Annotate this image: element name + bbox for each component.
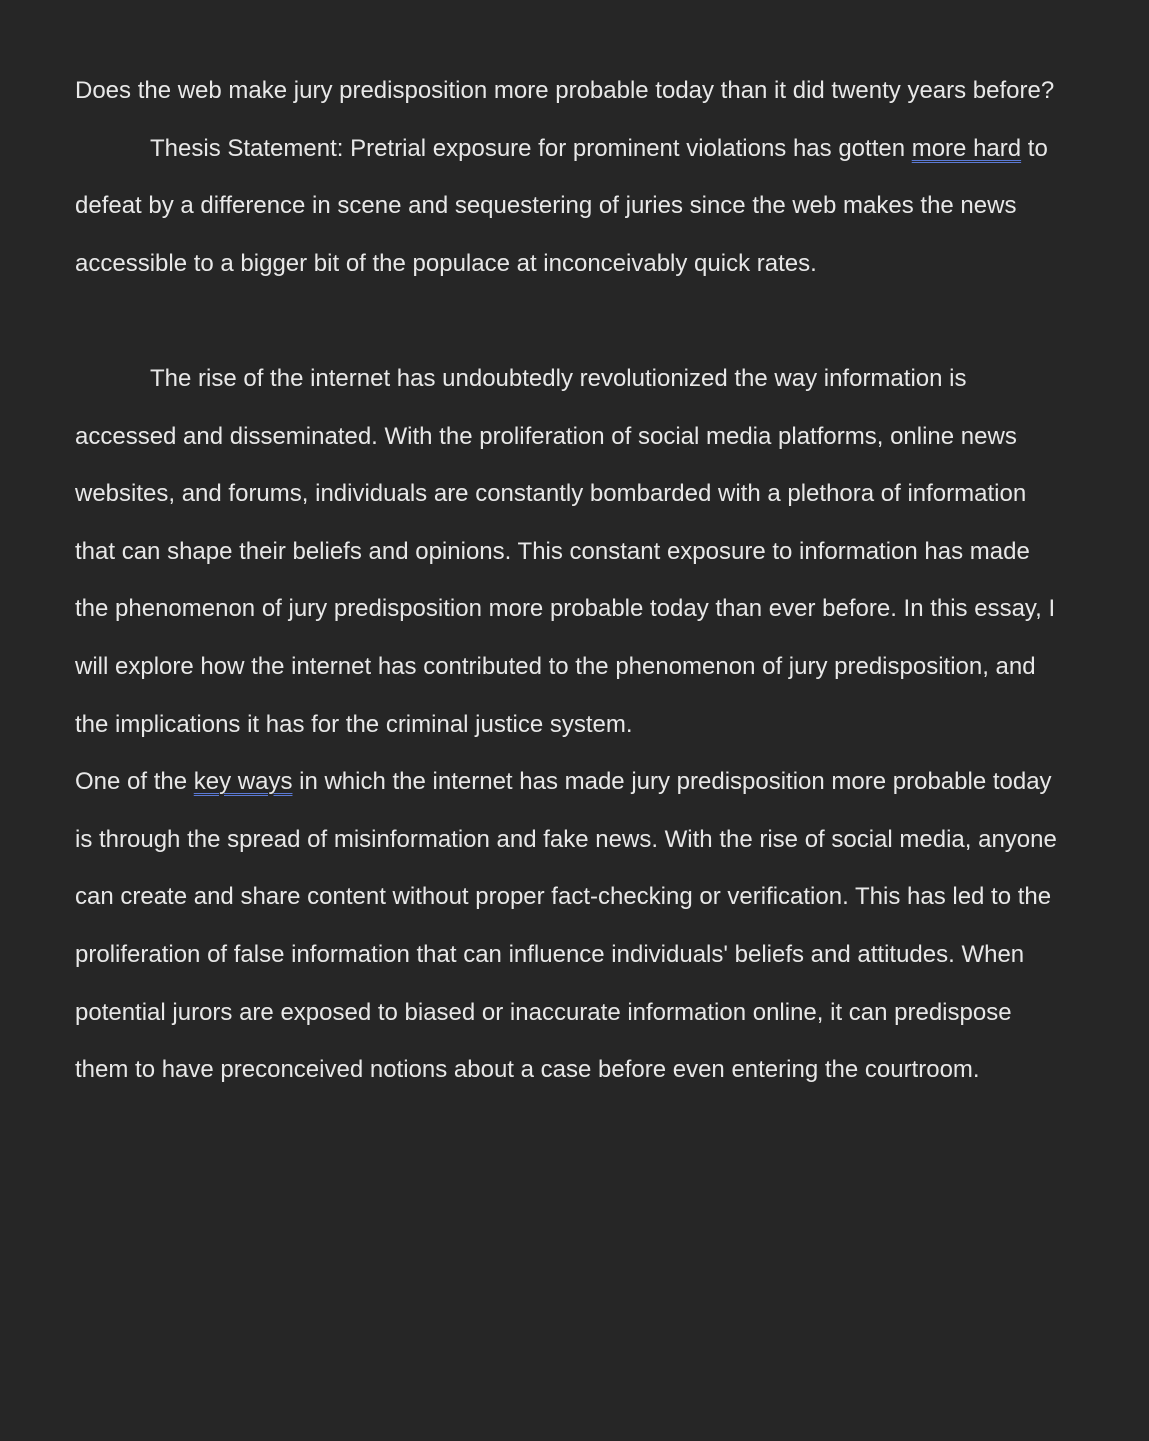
blank-line — [75, 292, 1074, 350]
thesis-text-after: to defeat by a difference in scene and sequestering of juries since the web makes the news accessible to a bigger bit of the populace at inconceivably quick rates. — [75, 134, 1048, 277]
paragraph-2-text-before: One of the — [75, 768, 194, 796]
grammar-suggestion-key-ways[interactable]: key ways — [193, 768, 293, 796]
grammar-suggestion-more-hard[interactable]: more hard — [911, 134, 1022, 162]
paragraph-2-text-after: in which the internet has made jury predisposition more probable today is through the spread of misinformation and fake news. With the rise of social media, anyone can create and share content without proper fact-checking or verification. This has led to the proliferation of false information that can influence individuals' beliefs and attitudes. When potential jurors are exposed to biased or inaccurate information online, it can predispose them to have preconceived notions about a case before even entering the courtroom. — [75, 768, 1057, 1084]
thesis-text-before: Thesis Statement: Pretrial exposure for prominent violations has gotten — [150, 134, 912, 162]
research-question: Does the web make jury predisposition more probable today than it did twenty years before? — [75, 77, 1055, 104]
body-paragraph-1: The rise of the internet has undoubtedly revolutionized the way information is accessed and disseminated. With the proliferation of social media platforms, online news websites, and forums, individuals are constantly bombarded with a plethora of information that can shape their beliefs and opinions. This constant exposure to information has made the phenomenon of jury predisposition more probable today than ever before. In this essay, I will explore how the internet has contributed to the phenomenon of jury predisposition, and the implications it has for the criminal justice system. — [75, 364, 1056, 738]
thesis-statement — [75, 120, 1065, 293]
body-paragraph-2 — [75, 753, 1065, 1099]
